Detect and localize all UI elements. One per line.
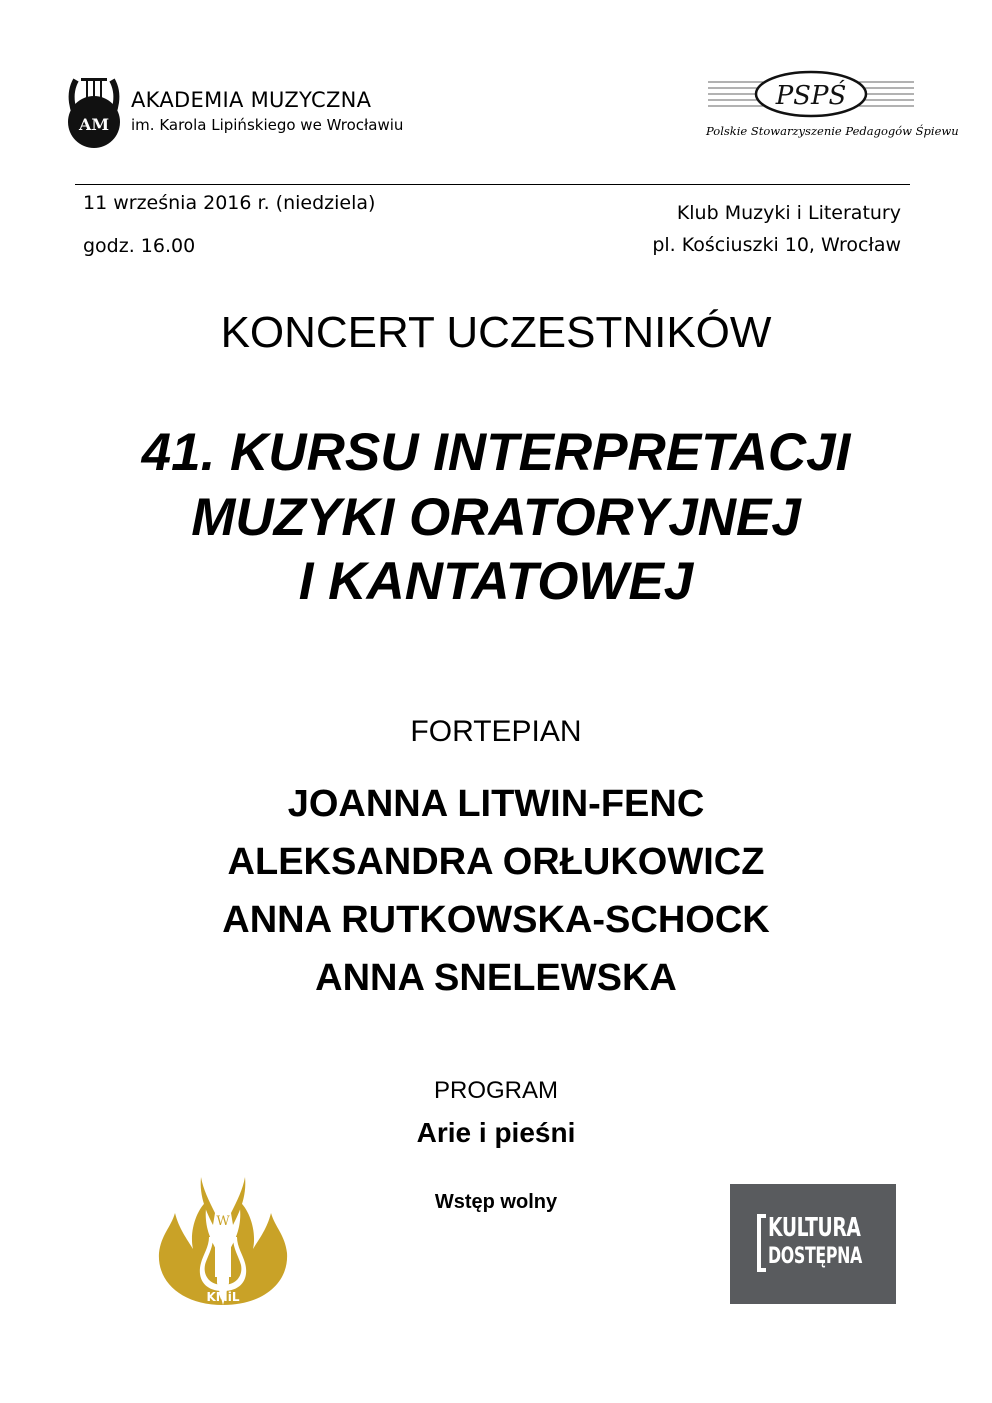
course-title-line: 41. KURSU INTERPRETACJI [141,423,851,482]
kultura-dostepna-logo [730,1184,896,1304]
kmil-logo-text: KMiL [206,1290,240,1304]
kmil-logo-letter: W [216,1214,230,1229]
kultura-logo-line: KULTURA [768,1213,861,1243]
performer-name: ALEKSANDRA ORŁUKOWICZ [227,841,765,883]
performer-name: ANNA SNELEWSKA [315,957,677,999]
bracket-icon [757,1214,766,1272]
academy-logo-monogram: AM [78,115,110,134]
psps-logo [706,68,916,120]
program-label: PROGRAM [433,1077,558,1104]
performer-name: ANNA RUTKOWSKA-SCHOCK [222,899,770,941]
event-date: 11 września 2016 r. (niedziela) [83,192,376,214]
header-divider [75,184,910,185]
event-time: godz. 16.00 [83,235,196,257]
admission-note: Wstęp wolny [434,1191,558,1213]
venue-address: pl. Kościuszki 10, Wrocław [652,234,901,256]
program-title: Arie i pieśni [416,1117,576,1148]
psps-caption: Polskie Stowarzyszenie Pedagogów Śpiewu [706,124,959,138]
instrument-label: FORTEPIAN [410,715,582,748]
course-title-line: MUZYKI ORATORYJNEJ [191,488,801,547]
psps-logo-text: PSPŚ [775,81,847,111]
kultura-logo-line: DOSTĘPNA [768,1244,862,1269]
academy-name: AKADEMIA MUZYCZNA [131,88,372,112]
course-title-line: I KANTATOWEJ [298,552,694,611]
academy-lyre-logo [66,72,122,150]
concert-heading: KONCERT UCZESTNIKÓW [220,308,772,357]
academy-subtitle: im. Karola Lipińskiego we Wrocławiu [131,116,404,134]
performer-name: JOANNA LITWIN-FENC [287,783,705,825]
kmil-lyre-flame-logo [153,1173,293,1307]
venue-name: Klub Muzyki i Literatury [676,202,901,224]
